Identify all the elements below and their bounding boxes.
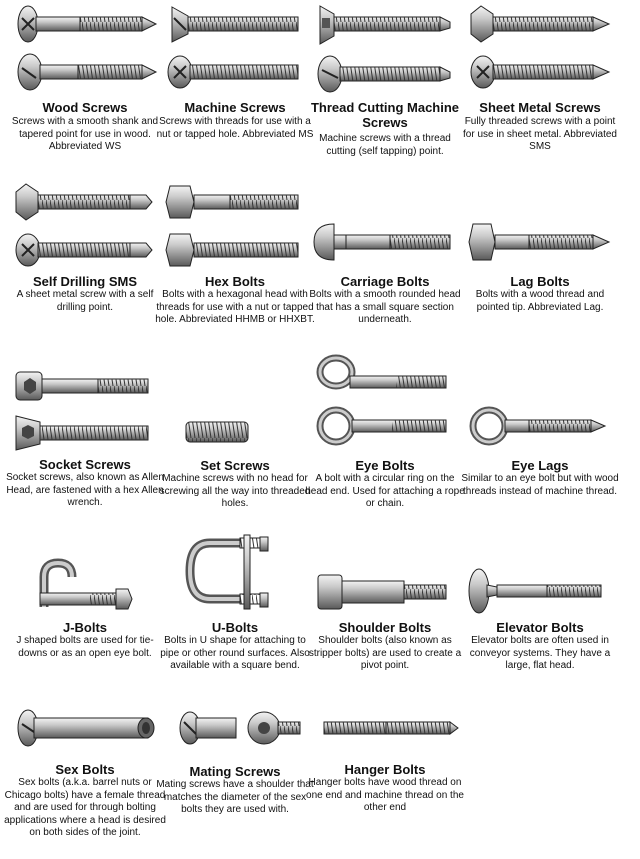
item-title: Thread Cutting Machine Screws <box>310 100 460 130</box>
item-title: Hex Bolts <box>205 274 265 289</box>
j-bolt-illustration <box>10 555 160 615</box>
item-description: Bolts with a hexagonal head with threads for use with a nut or tapped hole. Abbreviated HHMB or HHXBT. <box>155 289 315 325</box>
item-description: Socket screws, also known as Allen Head, are fastened with a hex Allen wrench. <box>6 472 164 508</box>
machine-screw-illustration <box>160 2 310 92</box>
set-screw-illustration <box>160 418 310 448</box>
item-description: Bolts with a wood thread and pointed tip. Abbreviated Lag. <box>475 289 605 313</box>
item-description: Similar to an eye bolt but with wood threads instead of machine thread. <box>461 473 619 497</box>
self-drilling-screw-illustration <box>10 180 160 270</box>
item-description: Machine screws with no head for screwing all the way into threaded holes. <box>159 473 311 509</box>
sex-bolt-illustration <box>10 706 160 756</box>
mating-screw-illustration <box>160 706 310 756</box>
hex-bolt-illustration <box>160 180 310 270</box>
elevator-bolt-illustration <box>465 567 615 617</box>
item-description: Mating screws have a shoulder that matches the diameter of the sex bolts they are used with. <box>156 779 314 815</box>
item-description: Shoulder bolts (also known as stripper bolts) are used to create a pivot point. <box>308 635 462 671</box>
item-title: U-Bolts <box>211 620 259 635</box>
item-description: Screws with a smooth shank and tapered point for use in wood. Abbreviated WS <box>11 116 159 152</box>
item-title: J-Bolts <box>62 620 108 635</box>
item-description: A bolt with a circular ring on the head end. Used for attaching a rope or chain. <box>305 473 465 509</box>
wood-screw-illustration <box>10 2 160 92</box>
item-description: Screws with threads for use with a nut or tapped hole. Abbreviated MS <box>156 116 314 140</box>
u-bolt-illustration <box>160 535 310 615</box>
socket-screw-illustration <box>10 366 160 456</box>
sheet-metal-screw-illustration <box>465 2 615 92</box>
item-title: Self Drilling SMS <box>32 274 137 289</box>
item-title: Eye Bolts <box>355 458 415 473</box>
item-title: Hanger Bolts <box>344 762 426 777</box>
lag-bolt-illustration <box>465 218 615 268</box>
item-description: Fully threaded screws with a point for use in sheet metal. Abbreviated SMS <box>463 116 617 152</box>
item-title: Elevator Bolts <box>496 620 584 635</box>
carriage-bolt-illustration <box>310 218 460 268</box>
item-title: Carriage Bolts <box>340 274 430 289</box>
eye-lag-illustration <box>465 404 615 454</box>
shoulder-bolt-illustration <box>310 569 460 619</box>
item-title: Sheet Metal Screws <box>479 100 601 115</box>
item-title: Machine Screws <box>184 100 286 115</box>
item-description: A sheet metal screw with a self drilling point. <box>16 289 154 313</box>
item-description: Hanger bolts have wood thread on one end and machine thread on the other end <box>306 777 464 813</box>
item-description: Machine screws with a thread cutting (self tapping) point. <box>319 133 451 157</box>
item-title: Shoulder Bolts <box>338 620 432 635</box>
item-title: Mating Screws <box>189 764 281 779</box>
thread-cutting-screw-illustration <box>310 2 460 92</box>
item-title: Lag Bolts <box>510 274 570 289</box>
hanger-bolt-illustration <box>310 714 460 744</box>
item-description: Bolts in U shape for attaching to pipe or other round surfaces. Also available with a square bend. <box>160 635 310 671</box>
item-title: Socket Screws <box>39 457 131 472</box>
item-description: Elevator bolts are often used in conveyor systems. They have a large, flat head. <box>469 635 611 671</box>
item-title: Wood Screws <box>42 100 128 115</box>
item-title: Sex Bolts <box>55 762 115 777</box>
item-description: J shaped bolts are used for tie-downs or as an open eye bolt. <box>16 635 154 659</box>
item-title: Set Screws <box>200 458 270 473</box>
item-description: Bolts with a smooth rounded head that has a small square section underneath. <box>309 289 461 325</box>
item-title: Eye Lags <box>511 458 569 473</box>
eye-bolt-illustration <box>310 352 460 452</box>
item-description: Sex bolts (a.k.a. barrel nuts or Chicago bolts) have a female thread and are used for through bolting applications where a head is desired on both sides of the joint. <box>4 777 166 838</box>
